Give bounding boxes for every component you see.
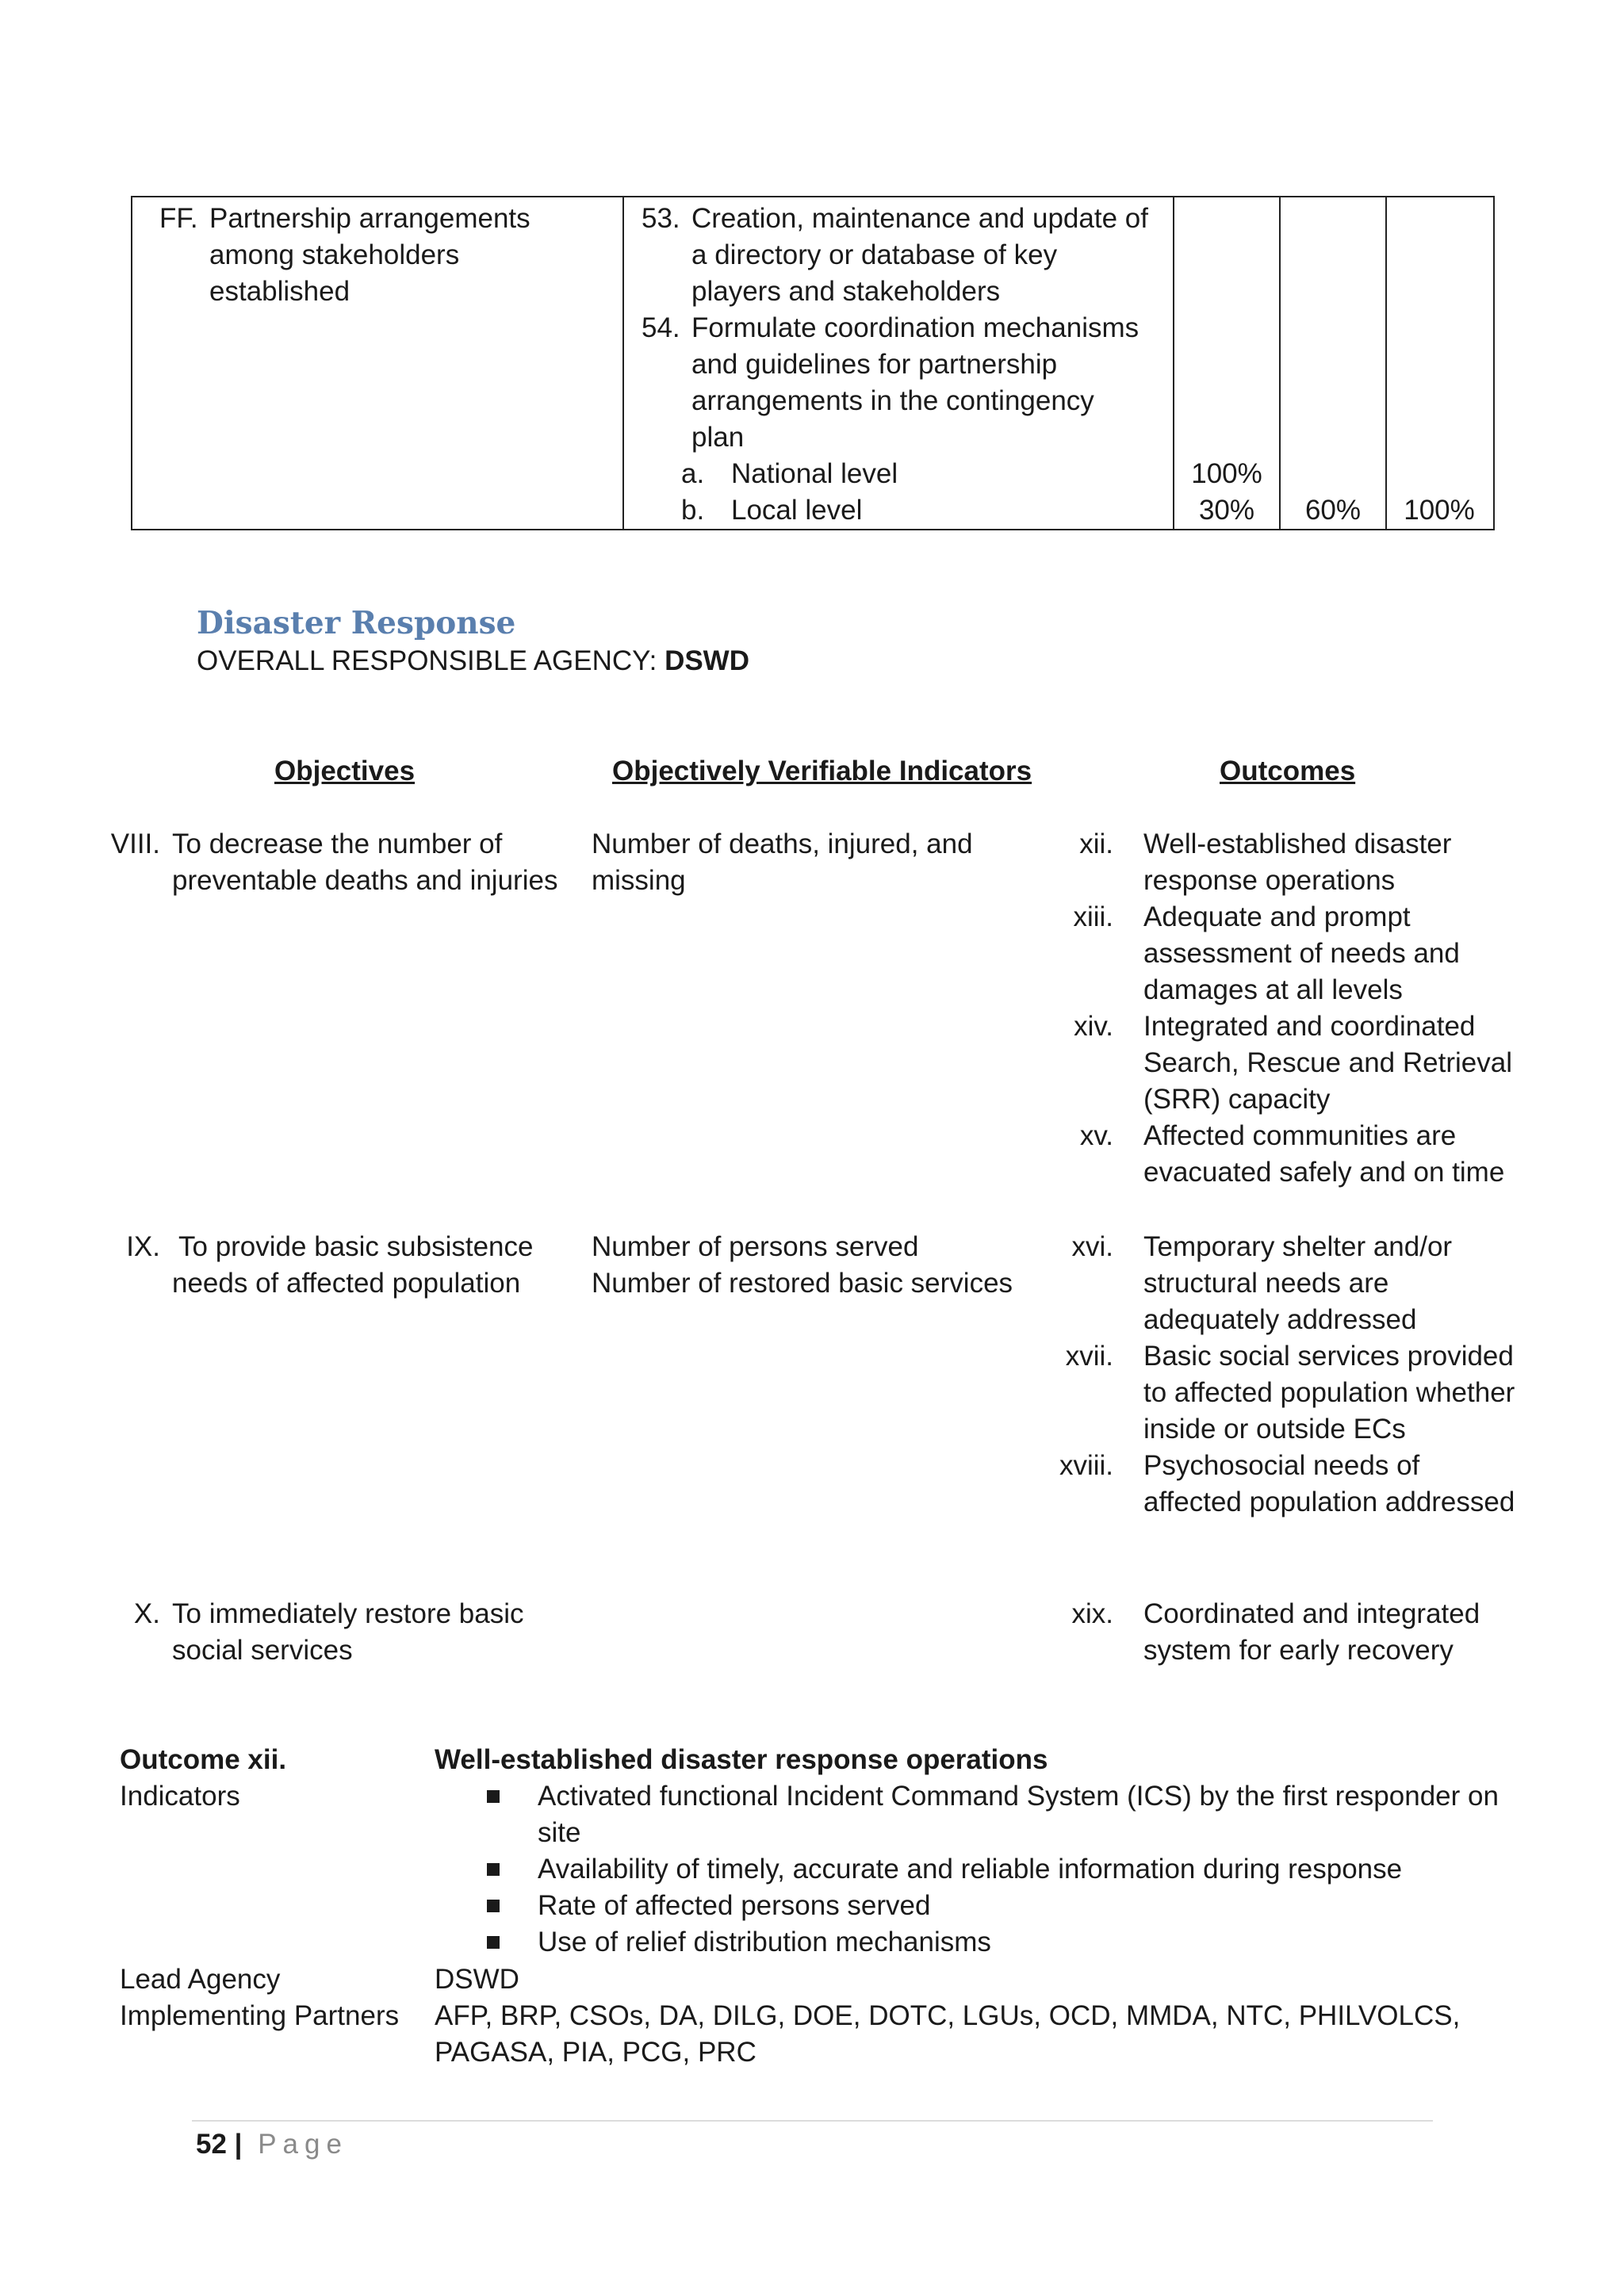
outcome-text: Adequate and prompt assessment of needs and damages at all levels [1143, 901, 1460, 1005]
page-footer [196, 2126, 348, 2163]
bullet-icon [487, 1936, 500, 1949]
outcome-item [1047, 1008, 1522, 1118]
indicator-item-text: Use of relief distribution mechanisms [538, 1927, 991, 1957]
objective-text: To immediately restore basic social services [172, 1598, 524, 1666]
bullet-icon [487, 1863, 500, 1876]
table-divider [622, 197, 624, 529]
outcome-text: Coordinated and integrated system for early recovery [1143, 1598, 1480, 1666]
objective-text: To provide basic subsistence needs of affected population [172, 1231, 534, 1299]
section-title: Disaster Response [197, 605, 516, 641]
indicator-list [436, 1778, 1499, 1961]
outcome-number: xv. [1079, 1120, 1113, 1151]
outcome-item [1047, 826, 1522, 899]
bullet-icon [487, 1900, 500, 1912]
table-divider [1385, 197, 1387, 529]
activity-number: 53. [642, 203, 680, 234]
agency-value: DSWD [665, 645, 749, 676]
sub-item-text: Local level [731, 495, 863, 526]
table-goal-cell [159, 201, 603, 310]
outcome-group [1047, 1229, 1522, 1521]
objective-number: IX. [126, 1231, 160, 1262]
sub-item [681, 456, 1149, 492]
indicator-item [436, 1778, 1499, 1851]
outcome-item [1047, 1338, 1522, 1448]
indicator-item-text: Activated functional Incident Command System (ICS) by the first responder on site [538, 1781, 1499, 1848]
column-header-objectives: Objectives [274, 756, 416, 786]
implementing-partners-value: AFP, BRP, CSOs, DA, DILG, DOE, DOTC, LGUs, OCD, MMDA, NTC, PHILVOLCS, PAGASA, PIA, PCG, PRC [435, 2000, 1461, 2068]
outcome-item [1047, 1118, 1522, 1191]
outcome-text: Psychosocial needs of affected population addressed [1143, 1450, 1515, 1517]
goal-text: Partnership arrangements among stakeholders established [209, 203, 530, 307]
outcome-number: xiv. [1074, 1011, 1113, 1042]
sub-item-text: National level [731, 458, 898, 489]
outcome-item [1047, 1229, 1522, 1338]
footer-separator: | [234, 2129, 243, 2160]
outcome-number: xix. [1071, 1598, 1113, 1629]
activity-number: 54. [642, 312, 680, 343]
outcome-block-title: Well-established disaster response operations [435, 1744, 1048, 1775]
indicator-text: Number of deaths, injured, and missing [592, 828, 973, 896]
bullet-icon [487, 1790, 500, 1803]
outcome-block-label: Outcome xii. [120, 1744, 287, 1775]
sub-item-letter: b. [681, 495, 705, 526]
activity-text: Creation, maintenance and update of a directory or database of key players and stakeholders [691, 203, 1148, 307]
outcome-text: Basic social services provided to affected population whether inside or outside ECs [1143, 1341, 1515, 1445]
indicator-item [436, 1851, 1499, 1888]
indicator-item-text: Rate of affected persons served [538, 1890, 931, 1921]
indicator-item [436, 1924, 1499, 1961]
indicator-item-text: Availability of timely, accurate and reliable information during response [538, 1854, 1403, 1885]
target-cell: 100% [1191, 458, 1262, 489]
footer-divider [192, 2120, 1433, 2122]
outcome-number: xiii. [1073, 901, 1113, 932]
page-word: Page [258, 2129, 348, 2160]
sub-item-letter: a. [681, 458, 705, 489]
outcome-text: Well-established disaster response operations [1143, 828, 1452, 896]
column-header-indicators: Objectively Verifiable Indicators [612, 756, 1032, 786]
outcome-number: xvi. [1071, 1231, 1113, 1262]
target-cell: 100% [1404, 495, 1475, 526]
target-cell: 60% [1304, 495, 1362, 526]
outcome-item [1047, 1596, 1522, 1669]
activity-item [642, 310, 1149, 456]
partnership-table [131, 196, 1495, 530]
outcome-group [1047, 1596, 1522, 1669]
target-cell: 30% [1198, 495, 1255, 526]
objective-number: X. [133, 1598, 160, 1629]
table-activities-cell [642, 201, 1149, 529]
indicator-text: Number of restored basic services [592, 1268, 1013, 1299]
outcome-item [1047, 899, 1522, 1008]
agency-label: OVERALL RESPONSIBLE AGENCY: [197, 645, 657, 676]
indicator-text: Number of persons served [592, 1231, 919, 1262]
lead-agency-label: Lead Agency [120, 1964, 281, 1995]
column-header-outcomes: Outcomes [1220, 756, 1356, 786]
activity-item [642, 201, 1149, 310]
activity-text: Formulate coordination mechanisms and guidelines for partnership arrangements in the contingency plan [691, 312, 1139, 453]
outcome-number: xii. [1079, 828, 1113, 859]
sub-item [681, 492, 1149, 529]
indicator-item [436, 1888, 1499, 1924]
responsible-agency [197, 643, 749, 679]
lead-agency-value: DSWD [435, 1964, 519, 1995]
outcome-text: Affected communities are evacuated safely and on time [1143, 1120, 1505, 1188]
objective-text: To decrease the number of preventable deaths and injuries [172, 828, 558, 896]
page-number: 52 [196, 2129, 227, 2160]
objective-number: VIII. [110, 828, 160, 859]
outcome-text: Temporary shelter and/or structural needs are adequately addressed [1143, 1231, 1453, 1335]
implementing-partners-label: Implementing Partners [120, 2000, 400, 2031]
outcome-number: xvii. [1065, 1341, 1113, 1372]
outcome-text: Integrated and coordinated Search, Rescue and Retrieval (SRR) capacity [1143, 1011, 1512, 1115]
outcome-group [1047, 826, 1522, 1191]
outcome-item [1047, 1448, 1522, 1521]
goal-letter: FF. [159, 203, 198, 234]
indicators-label: Indicators [120, 1781, 240, 1812]
outcome-number: xviii. [1059, 1450, 1113, 1481]
